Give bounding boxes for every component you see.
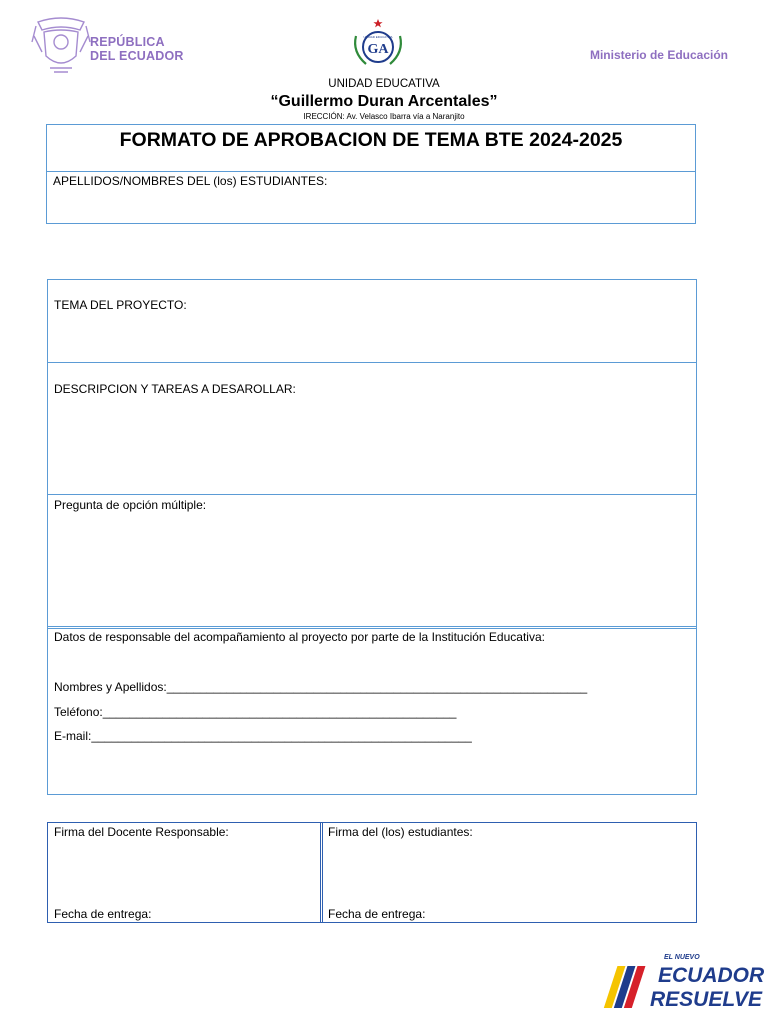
form-title: FORMATO DE APROBACION DE TEMA BTE 2024-2025 [119, 129, 623, 151]
school-unit: UNIDAD EDUCATIVA [328, 78, 440, 90]
students-label: APELLIDOS/NOMBRES DEL (los) ESTUDIANTES: [53, 174, 328, 188]
delivery-date-left: Fecha de entrega: [54, 907, 152, 921]
school-logo-letters: GA [367, 42, 389, 57]
brand-line-2: RESUELVE [650, 988, 763, 1011]
delivery-date-right: Fecha de entrega: [328, 907, 426, 921]
brand-line-1: ECUADOR [658, 964, 765, 987]
school-address: IRECCIÓN: Av. Velasco Ibarra vía a Naranjito [303, 112, 465, 121]
responsible-label: Datos de responsable del acompañamiento al proyecto por parte de la Institución Educativa: [54, 630, 545, 644]
school-name: “Guillermo Duran Arcentales” [270, 93, 498, 110]
ecuador-resuelve-logo [604, 952, 765, 1011]
divider [320, 823, 323, 922]
brand-small: EL NUEVO [664, 954, 700, 961]
project-topic-label: TEMA DEL PROYECTO: [54, 298, 187, 312]
ministry-name: Ministerio de Educación [589, 48, 728, 62]
description-label: DESCRIPCION Y TAREAS A DESAROLLAR: [54, 382, 296, 396]
students-signature-label: Firma del (los) estudiantes: [328, 825, 473, 839]
divider [48, 362, 696, 363]
republic-line-1: REPÚBLICA [90, 35, 165, 49]
divider [47, 171, 695, 172]
names-field: Nombres y Apellidos:_______________________________________________________________ [54, 680, 588, 694]
divider [48, 626, 696, 629]
question-label: Pregunta de opción múltiple: [54, 498, 207, 512]
phone-field: Teléfono:_____________________________________________________ [54, 705, 457, 719]
republic-name [90, 35, 184, 63]
coat-of-arms-icon [30, 12, 92, 76]
teacher-signature-label: Firma del Docente Responsable: [54, 825, 229, 839]
divider [48, 494, 696, 495]
republic-line-2: DEL ECUADOR [90, 49, 184, 63]
school-logo [344, 18, 412, 70]
email-field: E-mail:_________________________________________________________ [54, 729, 472, 743]
school-logo-text: UNIDAD EDUCATIVA [363, 35, 393, 39]
